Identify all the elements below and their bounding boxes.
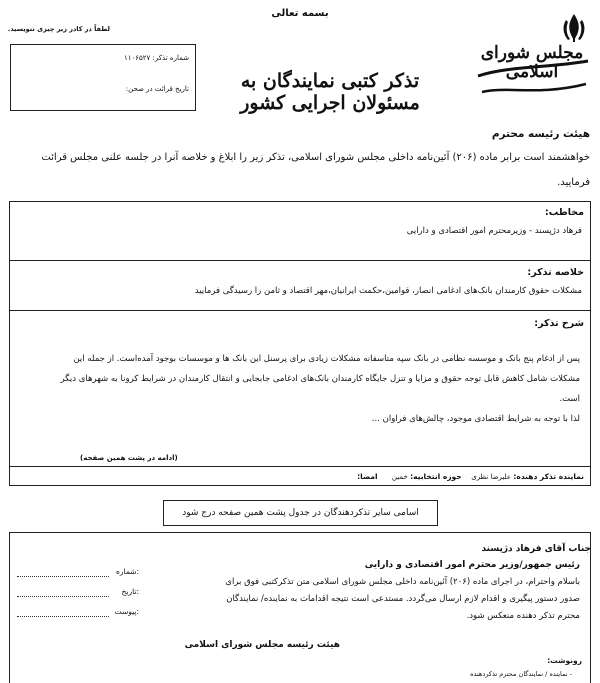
continued-note: (ادامه در پشت همین صفحه) bbox=[80, 454, 178, 462]
description-line: است. bbox=[559, 394, 580, 404]
basmala: بسمه تعالی bbox=[271, 8, 329, 19]
letter-line: محترم تذکر دهنده منعکس شود. bbox=[466, 611, 580, 621]
letter-body bbox=[165, 574, 580, 625]
addressee-label: مخاطب: bbox=[544, 207, 584, 218]
letter-line: باسلام واحترام، در اجرای ماده (۲۰۶) آئین‌نامه داخلی مجلس شورای اسلامی متن تذکرکتبی فوق برای bbox=[225, 577, 580, 587]
divider bbox=[10, 466, 590, 467]
letter-addressee: جناب آقای فرهاد دژپسند bbox=[481, 544, 591, 554]
addressee-value: فرهاد دژپسند - وزیرمحترم امور اقتصادی و دارایی bbox=[406, 226, 582, 236]
parliament-name: مجلس شورای اسلامی bbox=[480, 43, 584, 82]
letter-addressee-title: رئیس جمهور/وزیر محترم امور اقتصادی و دارایی bbox=[364, 560, 580, 570]
signature-label: امضا: bbox=[357, 472, 378, 481]
letter-signature: هیئت رئیسه مجلس شورای اسلامی bbox=[184, 640, 340, 650]
intro-text: خواهشمند است برابر ماده (۲۰۶) آئین‌نامه داخلی مجلس شورای اسلامی، تذکر زیر را ابلاغ و خلاصه آنرا در جلسه علنی مجلس قرائت فرمایید. bbox=[41, 152, 590, 188]
representative-line bbox=[357, 472, 584, 481]
cc-text: - نماینده / نمایندگان محترم تذکردهنده bbox=[470, 670, 572, 678]
district-value: خمین bbox=[391, 473, 408, 481]
divider bbox=[10, 260, 590, 261]
rep-label: نماینده تذکر دهنده: bbox=[513, 472, 584, 481]
rep-name: علیرضا نظری bbox=[471, 473, 512, 481]
reference-box bbox=[10, 44, 196, 111]
description-text bbox=[25, 349, 580, 429]
description-line: پس از ادغام پنج بانک و موسسه نظامی در بانک سپه متاسفانه مشکلات زیادی برای پرسنل این بانک ها و موسسات بوجود آمده‌است. از جمله این bbox=[73, 354, 580, 364]
description-label: شرح تذکر: bbox=[534, 318, 584, 329]
summary-value: مشکلات حقوق کارمندان بانک‌های ادغامی انصار، قوامین،حکمت ایرانیان،مهر اقتصاد و ثامن را رسیدگی فرمایید bbox=[194, 286, 582, 296]
cc-label: رونوشت: bbox=[547, 656, 582, 665]
number-label: شماره: bbox=[116, 567, 139, 576]
reference-number: شماره تذکر: ۱۱۰۶۵۲۷ bbox=[123, 54, 189, 62]
reading-date: تاریخ قرائت در صحن: bbox=[125, 85, 189, 93]
memo-form bbox=[9, 201, 591, 486]
other-names-note: اسامی سایر تذکردهندگان در جدول پشت همین صفحه درج شود bbox=[163, 500, 438, 526]
attachment-label: پیوست: bbox=[114, 607, 139, 616]
parliament-logo bbox=[468, 6, 596, 106]
board-heading: هیئت رئیسه محترم bbox=[491, 128, 590, 140]
description-line: لذا با توجه به شرایط اقتصادی موجود، چالش‌های فراوان ... bbox=[371, 414, 580, 424]
summary-label: خلاصه تذکر: bbox=[527, 267, 584, 278]
district-label: حوزه انتخابیه: bbox=[410, 472, 462, 481]
please-note: لطفاً در کادر زیر چیزی ننویسید. bbox=[7, 25, 110, 33]
description-line: مشکلات شامل کاهش قابل توجه حقوق و مزایا و تنزل جایگاه کارمندان بانک‌های ادغامی جابجایی و انتقال کارمندان در شرایط کرونا به شهرهای دیگر bbox=[60, 374, 580, 384]
date-label: تاریخ: bbox=[121, 587, 139, 596]
letter-line: صدور دستور پیگیری و اقدام لازم ارسال می‌گردد. مستدعی است نتیجه اقدامات به نماینده/ نمایندگان bbox=[226, 594, 580, 604]
form-title: تذکر کتبی نمایندگان به مسئولان اجرایی کشور bbox=[240, 70, 420, 114]
divider bbox=[10, 310, 590, 311]
